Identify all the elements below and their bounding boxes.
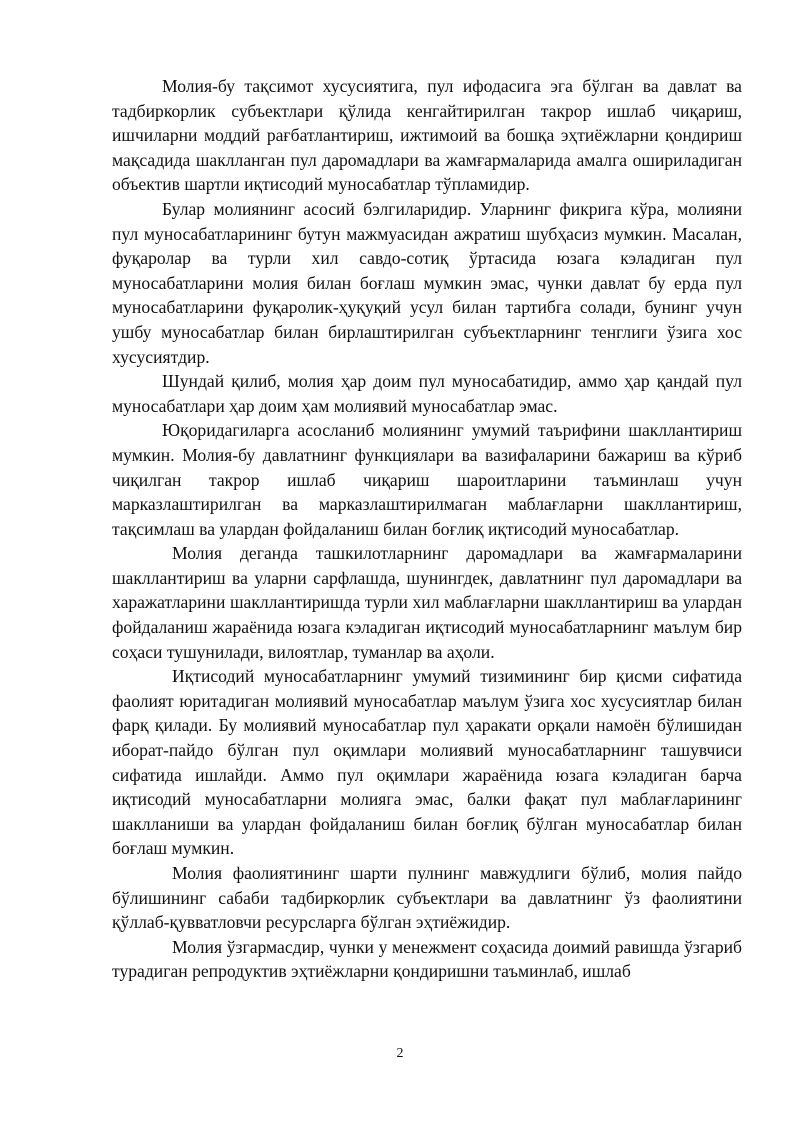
paragraph-finance-features: Булар молиянинг асосий бэлгиларидир. Уларнинг фикрига кўра, молияни пул муносабатларининг бутун мажмуасидан ажратиш шубҳасиз мумкин. Масалан, фуқаролар ва турли хил савдо-сотиқ ўртасида юзага кэладиган пул муносабатларини молия билан боғлаш мумкин эмас, чунки давлат бу ерда пул муносабатларини фуқаролик-ҳуқуқий усул билан тартибга солади, бунинг учун ушбу муносабатлар билан бирлаштирилган субъектларнинг тенглиги ўзига хос хусусиятдир.: [112, 198, 742, 367]
document-body: [112, 74, 742, 984]
paragraph-finance-variable: Молия ўзгармасдир, чунки у менежмент соҳасида доимий равишда ўзгариб турадиган репродуктив эҳтиёжларни қондиришни таъминлаб, ишлаб: [112, 936, 742, 982]
paragraph-monetary-relations: Шундай қилиб, молия ҳар доим пул муносабатидир, аммо ҳар қандай пул муносабатлари ҳар доим ҳам молиявий муносабатлар эмас.: [112, 371, 742, 416]
paragraph-finance-condition: Молия фаолиятининг шарти пулнинг мавжудлиги бўлиб, молия пайдо бўлишининг сабаби тадбиркорлик субъектлари ва давлатнинг ўз фаолиятини қўллаб-қувватловчи ресурсларга бўлган эҳтиёжидир.: [112, 863, 742, 933]
page-number: 2: [396, 1046, 404, 1061]
paragraph-finance-meaning: Молия деганда ташкилотларнинг даромадлари ва жамғармаларини шакллантириш ва уларни сарфлашда, шунингдек, давлатнинг пул даромадлари ва харажатларини шакллантиришда турли хил маблағларни шакллантириш ва улардан фойдаланиш жараёнида юзага кэладиган иқтисодий муносабатларнинг маълум бир соҳаси тушунилади, вилоятлар, туманлар ва аҳоли.: [112, 543, 742, 662]
paragraph-financial-relations: Иқтисодий муносабатларнинг умумий тизимининг бир қисми сифатида фаолият юритадиган молиявий муносабатлар маълум ўзига хос хусусиятлар билан фарқ қилади. Бу молиявий муносабатлар пул ҳаракати орқали намоён бўлишидан иборат-пайдо бўлган пул оқимлари молиявий муносабатларнинг ташувчиси сифатида ишлайди. Аммо пул оқимлари жараёнида юзага кэладиган барча иқтисодий муносабатларни молияга эмас, балки фақат пул маблағларининг шаклланиши ва улардан фойдаланиш билан боғлиқ бўлган муносабатлар билан боғлаш мумкин.: [112, 666, 742, 859]
paragraph-general-definition: Юқоридагиларга асосланиб молиянинг умумий таърифини шакллантириш мумкин. Молия-бу давлатнинг функциялари ва вазифаларини бажариш ва кўриб чиқилган такрор ишлаб чиқариш шароитларини таъминлаш учун марказлаштирилган ва марказлаштирилмаган маблағларни шакллантириш, тақсимлаш ва улардан фойдаланиш билан боғлиқ иқтисодий муносабатлар.: [112, 420, 742, 539]
paragraph-finance-definition: Молия-бу тақсимот хусусиятига, пул ифодасига эга бўлган ва давлат ва тадбиркорлик субъектлари қўлида кенгайтирилган такрор ишлаб чиқариш, ишчиларни моддий рағбатлантириш, ижтимоий ва бошқа эҳтиёжларни қондириш мақсадида шаклланган пул даромадлари ва жамғармаларида амалга ошириладиган объектив шартли иқтисодий муносабатлар тўпламидир.: [112, 76, 742, 195]
